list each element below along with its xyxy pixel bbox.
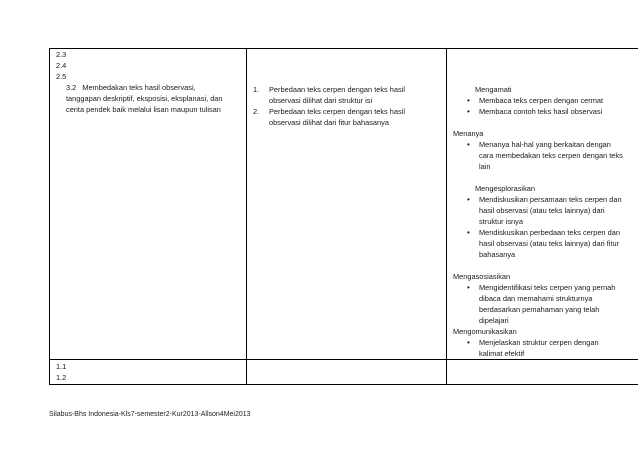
kegiatan-cell: [447, 360, 638, 385]
kd-text-line: cerita pendek baik melalui lisan maupun tulisan: [66, 105, 221, 114]
kd-text-line: Membedakan teks hasil observasi,: [82, 83, 196, 92]
materi-cell: [247, 49, 447, 360]
kd-statement: [50, 82, 246, 115]
syllabus-table: [49, 48, 638, 385]
kd-number-list: [50, 49, 246, 82]
kd-number: 1.2: [56, 373, 67, 382]
kegiatan-mengasosiasikan: [447, 271, 638, 326]
kegiatan-mengomunikasikan: [447, 326, 638, 359]
table-row: [50, 360, 638, 385]
kd-text-line: tanggapan deskriptif, eksposisi, eksplanasi, dan: [66, 94, 223, 103]
kegiatan-cell: [447, 49, 638, 360]
list-item: 1. Perbedaan teks cerpen dengan teks hasil observasi dilihat dari struktur isi: [253, 85, 405, 105]
list-item: • Membaca teks cerpen dengan cermat: [447, 95, 638, 106]
step-title: Mengamati: [475, 85, 512, 94]
kd-number: 2.4: [56, 61, 67, 70]
kegiatan-menanya: [447, 128, 638, 172]
list-item: 2. Perbedaan teks cerpen dengan teks hasil observasi dilihat dari fitur bahasanya: [253, 107, 405, 127]
list-item: • Mendiskusikan persamaan teks cerpen dan hasil observasi (atau teks lainnya) dari struktur isnya: [447, 194, 638, 227]
kompetensi-dasar-cell: [50, 360, 247, 385]
list-item: • Mendiskusikan perbedaan teks cerpen dan hasil observasi (atau teks lainnya) dari fitur bahasanya: [447, 227, 638, 260]
step-title: Menanya: [453, 129, 484, 138]
kegiatan-mengamati: [447, 84, 638, 117]
kegiatan-mengesplorasikan: [447, 183, 638, 260]
kd-number: 1.1: [56, 362, 67, 371]
kd-number: 2.3: [56, 50, 67, 59]
list-item: • Menjelaskan struktur cerpen dengan kalimat efektif: [447, 337, 638, 359]
list-item: • Mengidentifikasi teks cerpen yang pernah dibaca dan memahami strukturnya berdasarkan pemahaman yang telah dipelajari: [447, 282, 638, 326]
kd-number: 2.5: [56, 72, 67, 81]
kompetensi-dasar-cell: [50, 49, 247, 360]
step-title: Mengasosiasikan: [453, 272, 511, 281]
page-footer: Silabus-Bhs Indonesia-Kls7-semester2-Kur2013-Allson4Mei2013: [49, 411, 251, 418]
materi-list: [247, 84, 446, 128]
list-item: • Membaca contoh teks hasil observasi: [447, 106, 638, 117]
step-title: Mengomunikasikan: [453, 327, 517, 336]
table-row: [50, 49, 638, 360]
step-title: Mengesplorasikan: [475, 184, 535, 193]
kd-code: 3.2: [66, 83, 77, 92]
list-item: • Menanya hal-hal yang berkaitan dengan cara membedakan teks cerpen dengan teks lain: [447, 139, 638, 172]
materi-cell: [247, 360, 447, 385]
